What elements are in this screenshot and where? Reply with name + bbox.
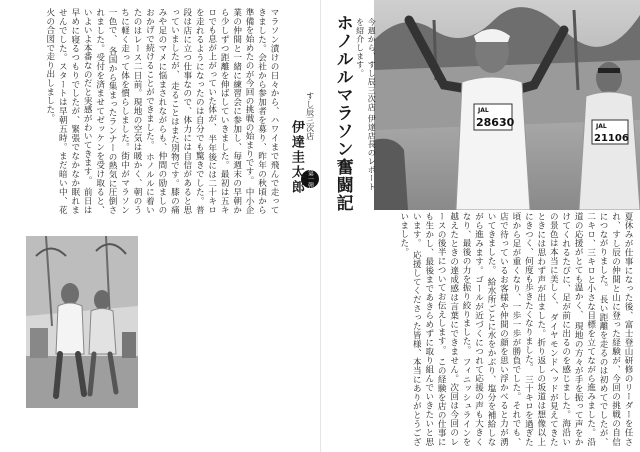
text-column: 走ることはまた別物です。膝の痛みや足のマメに悩まされながらも、仲間の励ましのおかげで続けることができました。 — [144, 8, 180, 214]
text-column: 各国から集まったランナーの熱気に圧倒されました。受付を済ませてゼッケンを受け取ると、いよいよ本番なのだと実感がわいてきます。 — [82, 8, 118, 214]
text-column: 応援してくださった皆様、本当にありがとうございました。 — [398, 212, 422, 446]
photo-runners-course — [26, 236, 138, 408]
text-column: この経験を店の仕事にも生かし、最後まであきらめずに取り組んでいきたいと思います。 — [411, 212, 447, 446]
text-column: フィニッシュラインを越えたときの達成感は言葉にできません。次回は今回のレースの後半についてお伝えします。 — [436, 212, 472, 446]
text-column: 現地の方々が手を振って声をかけてくれるたびに、足が前に出るのを感じました。海沿いの景色は本当に美しく、 — [548, 212, 584, 446]
bib-left-sub: JAL — [478, 107, 489, 114]
bib-left-number: 28630 — [476, 116, 515, 129]
text-column: 三十キロを過ぎた頃から足が重くなり、一歩一歩が勝負でした。それでも、店で待っているお客様や仲間の顔を思い浮かべると力が湧いてきました。 — [486, 212, 534, 446]
text-column: ホノルルに着いたのはレース二日前。現地の空気は暖かく、朝のうちに軽く走って体を慣らしました。街中がマラソン一色で、 — [107, 8, 155, 214]
page-gutter — [320, 0, 321, 452]
text-column: 長い距離を走るのは初めてでしたが、二キロ、三キロと小さな目標を立てながら進みました。沿道の応援がとても温かく、 — [573, 212, 609, 446]
text-column: 半年後には二十キロを走れるようになったのは自分でも驚きでした。普段は店に立つ仕事なので、体力には自信があると思っていましたが、 — [169, 8, 217, 214]
right-page-body — [330, 212, 634, 446]
text-column: 夏休みが仕事になった後、富士登山研修のリーダーを任され、すし辰の仲間と山に登った経験が、今回の挑戦の自信につながりました。 — [598, 212, 633, 446]
bib-right-number: 21106 — [594, 133, 629, 144]
part-badge-label: 第一弾 — [306, 170, 314, 188]
text-column: 中小企業の仲間と一緒に練習会に参加し、毎週末の早朝から少しずつ距離を伸ばしていきました。最初は五キロでも息が上がっていた体が、 — [206, 8, 255, 214]
text-column: 給水所ごとに水をかぶり、塩分を補給しながら進みます。ゴールが近づくにつれて応援の声も大きくなり、最後の力を振り絞りました。 — [461, 212, 497, 446]
lead-text: 今週から、すし辰三次店 伊達店長のレポートを紹介します。 — [355, 18, 377, 192]
article-title: ホノルルマラソン奮闘記 — [332, 14, 353, 212]
text-column: 前日は早めに寝るつもりでしたが、緊張でなかなか眠れませんでした。スタートは早朝五時。まだ暗い中、花火の合図で走り出しました。 — [44, 8, 93, 214]
photo-runners-finish — [374, 0, 640, 210]
text-column: ダイヤモンドヘッドが見えてきたときには思わず声が出ました。折り返しの坂道は想像以上にきつく、何度も歩きたくなりました。 — [523, 212, 559, 446]
bib-right-sub: JAL — [596, 123, 607, 130]
author-name: 伊達圭太郎 — [288, 120, 304, 195]
author-store: すし辰三次店 — [305, 92, 315, 140]
left-page-body — [4, 8, 280, 214]
text-column: マラソン漬けの日々から、ハワイまで飛んで走ってきました。会社から参加者を募り、昨年の秋頃から準備を始めたのが今回の挑戦の始まりです。 — [244, 8, 279, 214]
